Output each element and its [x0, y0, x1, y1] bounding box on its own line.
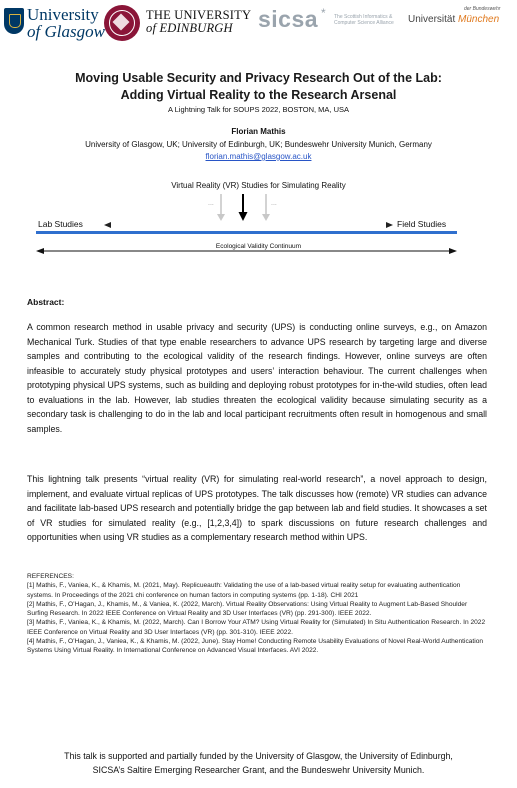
sicsa-star-icon: *: [321, 6, 326, 20]
bundeswehr-university-logo: [408, 6, 514, 44]
glasgow-crest-icon: [4, 8, 24, 34]
continuum-bar: [36, 231, 457, 234]
references-heading: REFERENCES:: [27, 573, 74, 580]
talk-venue: A Lightning Talk for SOUPS 2022, BOSTON, MA, USA: [167, 105, 350, 114]
title-line-2: Adding Virtual Reality to the Research Arsenal: [120, 88, 397, 102]
edinburgh-seal-icon: [104, 5, 140, 41]
abstract-paragraph-2: This lightning talk presents “virtual reality (VR) for simulating real-world research”, a novel approach to design, implement, and evaluate virtual replicas of UPS prototypes. The talk discusses how (remote) VR studies can advance and facilitate lab-based UPS research and potentially bridge the gap between lab and field studies. It showcases a set of VR studies for simulated reality (e.g., [1,2,3,4]) to spark discussions on future research challenges and opportunities when using VR studies as a complementary research method within UPS.: [27, 474, 487, 542]
funding-line-2: SICSA’s Saltire Emerging Researcher Grant, and the Bundeswehr University Munich.: [92, 765, 425, 775]
lab-studies-label: Lab Studies: [38, 219, 83, 229]
author-affiliation: University of Glasgow, UK; University of Edinburgh, UK; Bundeswehr University Munich, Germany: [85, 140, 432, 149]
main-arrow: [239, 194, 248, 221]
funding-line-1: This talk is supported and partially funded by the University of Glasgow, the University of Edinburgh,: [64, 751, 453, 761]
figure-caption: Virtual Reality (VR) Studies for Simulating Reality: [171, 181, 346, 190]
unibw-superscript: der Bundeswehr: [464, 6, 501, 12]
abstract-paragraph-1: A common research method in usable privacy and security (UPS) is conducting online surveys, e.g., on Amazon Mechanical Turk. Studies of that type enable researchers to advance UPS research by targeting large and diverse samples and contributing to the ecological validity of the research findings. However, online surveys are often infeasible to accurately study physical prototypes and users’ interaction behaviour. The current challenges when prototyping physical UPS systems, such as building and deploying robust prototypes for in-the-wild studies, often lead to evaluations in the lab. However, lab studies threaten the ecological validity because simulating security as a secondary task is challenging to do in the lab and local participant recruitments often result in homogenous and small samples.: [27, 322, 487, 434]
edinburgh-logo-line1: THE UNIVERSITY: [146, 8, 252, 22]
university-of-edinburgh-logo: [104, 4, 252, 44]
unibw-name: Universität: [408, 14, 456, 25]
reference-item: [2] Mathis, F., O’Hagan, J., Khamis, M., & Vaniea, K. (2022, March). Virtual Reality Observations: Using Virtual Reality to Augment Lab-Based Shoulder Surfing Research. In 2022 IEEE Conference on Virtual Reality and 3D User Interfaces (VR) (pp. 291-300). IEEE 2022.: [27, 600, 468, 618]
references-section: [27, 572, 487, 656]
sicsa-logo: [258, 4, 394, 44]
continuum-label: Ecological Validity Continuum: [215, 243, 302, 250]
unibw-city: München: [458, 14, 500, 25]
reference-item: [4] Mathis, F., O’Hagan, J., Vaniea, K., & Khamis, M. (2022, June). Stay Home! Conducting Remote Usability Evaluations of Novel Real-World Authentication Systems Using Virtual Reality. In International Conference on Advanced Visual Interfaces. AVI 2022.: [27, 638, 484, 655]
field-studies-label: Field Studies: [397, 219, 447, 229]
abstract-heading: Abstract:: [27, 297, 65, 307]
sicsa-subtitle: The Scottish Informatics & Computer Science Alliance: [334, 14, 394, 26]
reference-item: [1] Mathis, F., Vaniea, K., & Khamis, M. (2021, May). Replicueauth: Validating the use of a lab-based virtual reality setup for evaluating authentication systems. In Proceedings of the 2021 chi conference on human factors in computing systems (pp. 1-18). CHI 2021: [27, 582, 461, 599]
glasgow-logo-line1: University: [27, 5, 99, 24]
author-name: Florian Mathis: [231, 127, 286, 136]
funding-acknowledgement: [0, 749, 517, 777]
title-line-1: Moving Usable Security and Privacy Research Out of the Lab:: [75, 71, 442, 85]
paper-title: [0, 70, 517, 104]
dots-left: ...: [208, 200, 214, 207]
author-email-link[interactable]: florian.mathis@glasgow.ac.uk: [205, 152, 312, 161]
logo-bar: [0, 2, 517, 46]
right-arrowhead-icon: [386, 222, 393, 228]
faded-arrow-left: [217, 194, 225, 221]
faded-arrow-right: [262, 194, 270, 221]
reference-item: [3] Mathis, F., Vaniea, K., & Khamis, M. (2022, March). Can I Borrow Your ATM? Using Virtual Reality for (Simulated) In Situ Authentication Research. In 2022 IEEE Conference on Virtual Reality and 3D User Interfaces (VR) (pp. 301-310). IEEE 2022.: [27, 619, 486, 636]
edinburgh-logo-line2: of EDINBURGH: [146, 21, 233, 35]
glasgow-logo-line2: of Glasgow: [27, 22, 105, 41]
left-arrowhead-icon: [104, 222, 111, 228]
university-of-glasgow-logo: [4, 5, 105, 42]
dots-right: ...: [271, 200, 277, 207]
sicsa-wordmark: sicsa: [258, 6, 319, 32]
